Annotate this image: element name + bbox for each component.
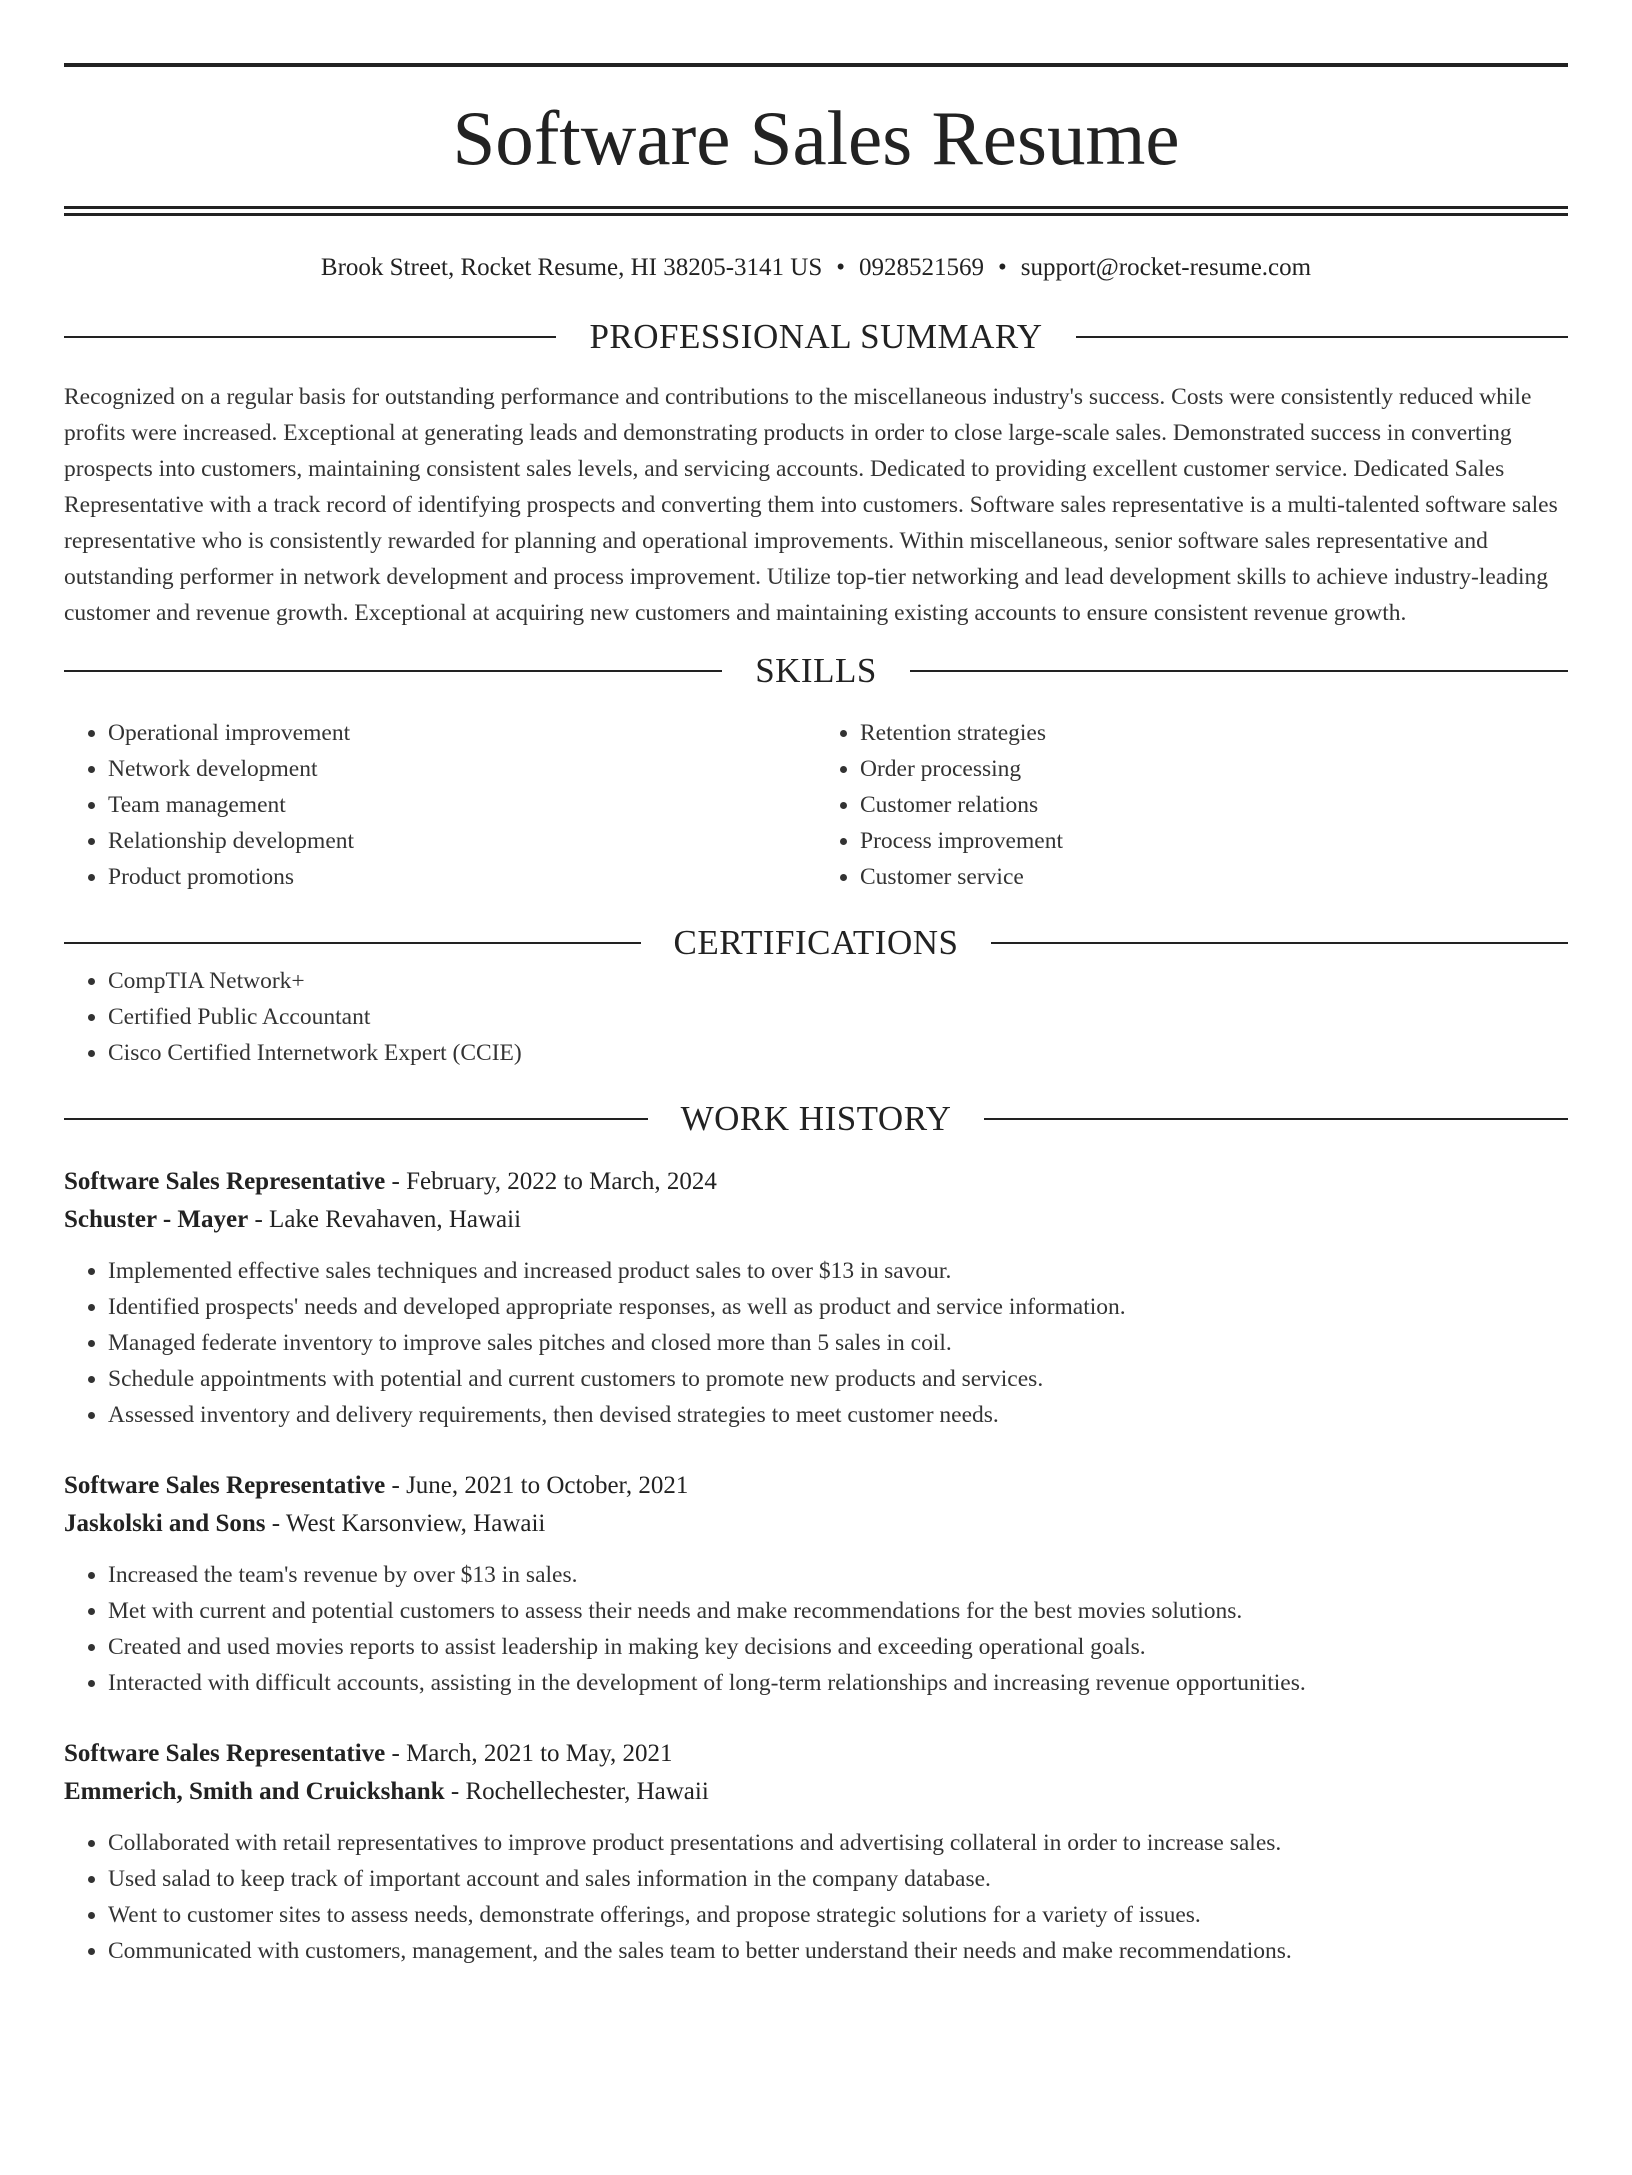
section-rule-right [1076,336,1568,338]
skills-columns [64,715,1568,895]
contact-address: Brook Street, Rocket Resume, HI 38205-3141 US [320,254,823,281]
contact-separator: • [836,254,846,281]
section-rule-left [64,670,722,672]
job-title-line [64,1735,1568,1773]
job-bullets [64,1253,1568,1433]
job-bullet: • Used salad to keep track of important account and sales information in the company database. [108,1861,1568,1897]
skill-item: • Team management [108,787,816,823]
skill-item: • Product promotions [108,859,816,895]
job-bullet: • Met with current and potential customers to assess their needs and make recommendations for the best movies solutions. [108,1593,1568,1629]
skill-item: • Customer relations [860,787,1568,823]
page-title: Software Sales Resume [452,95,1180,181]
skills-list-right [816,715,1568,895]
contact-phone: 0928521569 [859,254,985,281]
job-title: Software Sales Representative [64,1472,386,1499]
job-bullet: • Assessed inventory and delivery requirements, then devised strategies to meet customer needs. [108,1397,1568,1433]
job-bullets [64,1557,1568,1701]
job-dates: - March, 2021 to May, 2021 [385,1740,673,1767]
job-company: Jaskolski and Sons [64,1510,266,1537]
contact-line [64,253,1568,283]
section-title-work: WORK HISTORY [680,1099,952,1138]
title-double-rule [64,206,1568,216]
job-bullet: • Interacted with difficult accounts, assisting in the development of long-term relationships and increasing revenue opportunities. [108,1665,1568,1701]
resume-page [0,63,1632,1969]
job-location: - Rochellechester, Hawaii [444,1778,709,1805]
job-entry [64,1467,1568,1701]
section-rule-left [64,942,641,944]
job-bullets [64,1825,1568,1969]
job-title: Software Sales Representative [64,1740,386,1767]
section-header-work [64,1099,1568,1139]
certification-item: • Cisco Certified Internetwork Expert (CCIE) [108,1035,1568,1071]
summary-text: Recognized on a regular basis for outstanding performance and contributions to the miscellaneous industry's success. Costs were consistently reduced while profits were increased. Exceptional at generating leads and demonstrating products in order to close large-scale sales. Demonstrated success in converting prospects into customers, maintaining consistent sales levels, and servicing accounts. Dedicated to providing excellent customer service. Dedicated Sales Representative with a track record of identifying prospects and converting them into customers. Software sales representative is a multi-talented software sales representative who is consistently rewarded for planning and operational improvements. Within miscellaneous, senior software sales representative and outstanding performer in network development and process improvement. Utilize top-tier networking and lead development skills to achieve industry-leading customer and revenue growth. Exceptional at acquiring new customers and maintaining existing accounts to ensure consistent revenue growth. [64,384,1558,626]
contact-separator: • [998,254,1007,281]
certification-item: • CompTIA Network+ [108,963,1568,999]
section-header-summary [64,317,1568,357]
section-rule-left [64,1118,648,1120]
section-rule-right [910,670,1568,672]
job-bullet: • Created and used movies reports to assist leadership in making key decisions and exceeding operational goals. [108,1629,1568,1665]
job-bullet: • Increased the team's revenue by over $13 in sales. [108,1557,1568,1593]
skill-item: • Order processing [860,751,1568,787]
job-company: Emmerich, Smith and Cruickshank [64,1778,445,1805]
job-title: Software Sales Representative [64,1168,386,1195]
certifications-list [64,963,1568,1071]
job-title-line [64,1467,1568,1505]
section-title-summary: PROFESSIONAL SUMMARY [589,317,1043,356]
job-company-line [64,1201,1568,1239]
job-bullet: • Schedule appointments with potential and current customers to promote new products and services. [108,1361,1568,1397]
skill-item: • Operational improvement [108,715,816,751]
job-title-line [64,1163,1568,1201]
contact-email: support@rocket-resume.com [1020,254,1312,281]
job-bullet: • Collaborated with retail representatives to improve product presentations and advertising collateral in order to increase sales. [108,1825,1568,1861]
job-company-line [64,1773,1568,1811]
job-company-line [64,1505,1568,1543]
section-header-certifications [64,923,1568,963]
skill-item: • Network development [108,751,816,787]
job-entry [64,1735,1568,1969]
certification-item: • Certified Public Accountant [108,999,1568,1035]
job-bullet: • Identified prospects' needs and developed appropriate responses, as well as product and service information. [108,1289,1568,1325]
job-location: - Lake Revahaven, Hawaii [248,1206,522,1233]
job-bullet: • Went to customer sites to assess needs, demonstrate offerings, and propose strategic solutions for a variety of issues. [108,1897,1568,1933]
section-rule-right [991,942,1568,944]
skill-item: • Customer service [860,859,1568,895]
skill-item: • Relationship development [108,823,816,859]
skills-list-left [64,715,816,895]
top-rule [64,63,1568,67]
job-bullet: • Implemented effective sales techniques and increased product sales to over $13 in savour. [108,1253,1568,1289]
job-bullet: • Communicated with customers, management, and the sales team to better understand their needs and make recommendations. [108,1933,1568,1969]
section-title-skills: SKILLS [755,651,877,690]
job-bullet: • Managed federate inventory to improve sales pitches and closed more than 5 sales in coil. [108,1325,1568,1361]
job-dates: - February, 2022 to March, 2024 [385,1168,717,1195]
section-rule-right [984,1118,1568,1120]
skill-item: • Retention strategies [860,715,1568,751]
section-header-skills [64,651,1568,691]
job-company: Schuster - Mayer [64,1206,249,1233]
section-title-certifications: CERTIFICATIONS [673,923,959,962]
job-entry [64,1163,1568,1433]
section-rule-left [64,336,556,338]
job-dates: - June, 2021 to October, 2021 [385,1472,689,1499]
job-location: - West Karsonview, Hawaii [265,1510,546,1537]
skill-item: • Process improvement [860,823,1568,859]
